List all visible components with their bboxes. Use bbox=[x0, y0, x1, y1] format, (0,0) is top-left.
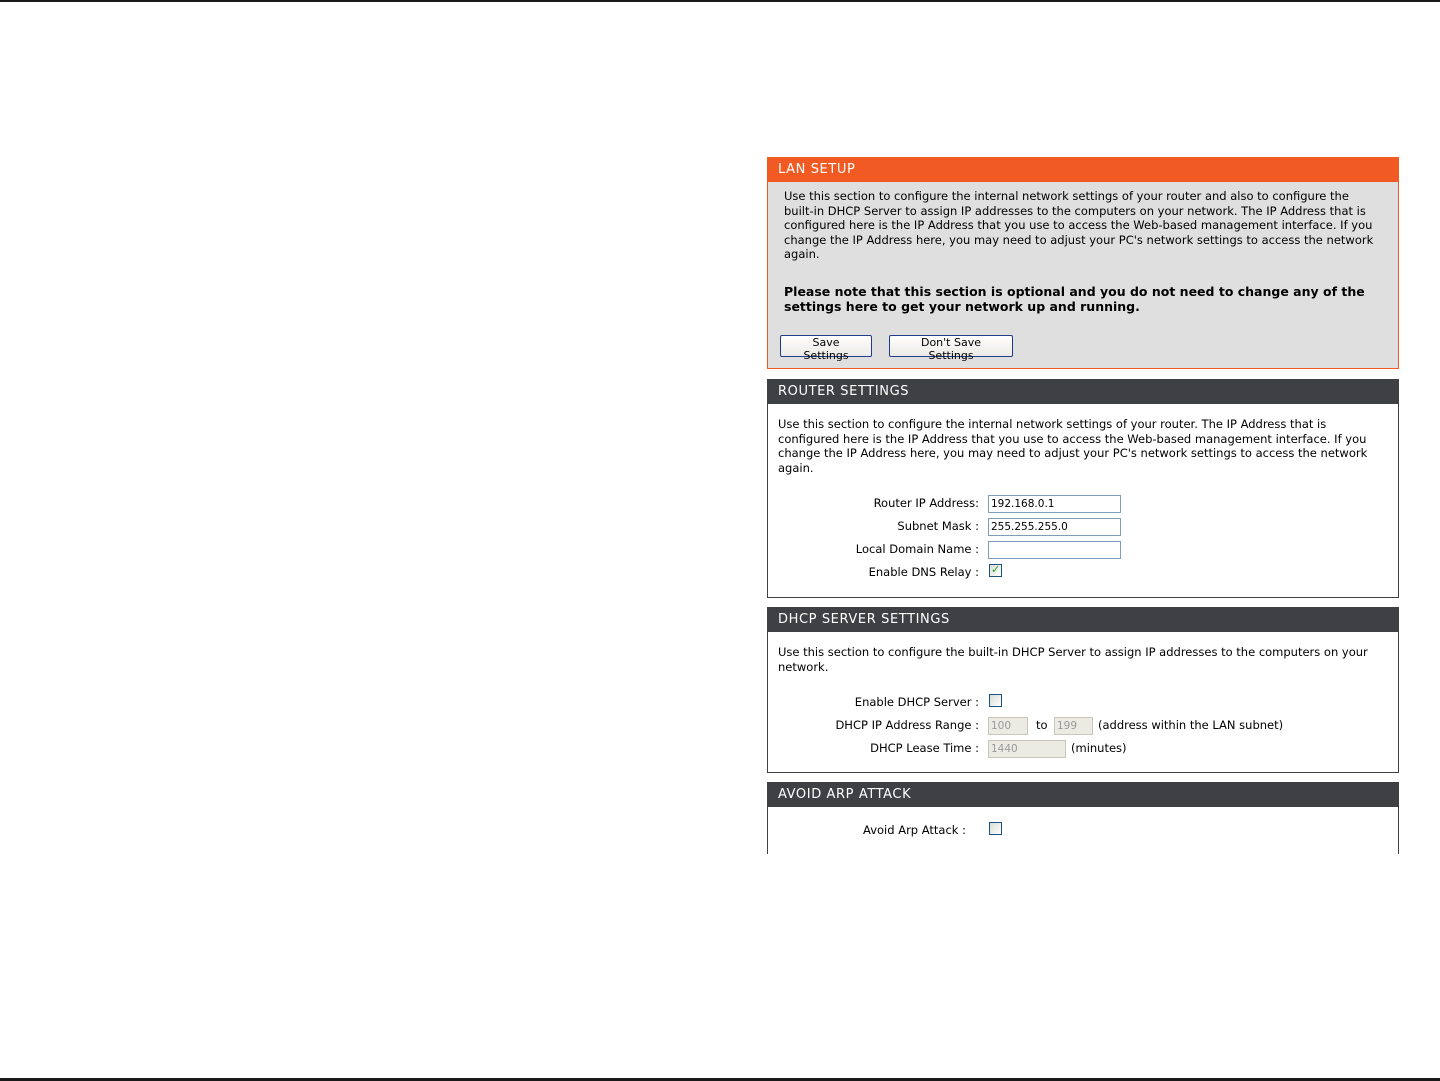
dhcp-range-end-input[interactable] bbox=[1054, 717, 1093, 735]
lan-setup-description: Use this section to configure the internal network settings of your router and also to configure the built-in DHCP Server to assign IP addresses to the computers on your network. The IP Address that is configured here is the IP Address that you use to access the Web-based management interface. If you change the IP Address here, you may need to adjust your PC's network settings to access the network again. bbox=[784, 189, 1374, 262]
subnet-mask-row bbox=[768, 517, 1398, 537]
avoid-arp-title: AVOID ARP ATTACK bbox=[768, 783, 1398, 807]
enable-dhcp-label: Enable DHCP Server : bbox=[854, 695, 979, 709]
dhcp-range-hint: (address within the LAN subnet) bbox=[1098, 718, 1284, 732]
dns-relay-checkbox[interactable] bbox=[989, 564, 1002, 577]
lan-setup-note: Please note that this section is optional and you do not need to change any of the settings here to get your network up and running. bbox=[784, 284, 1365, 314]
dns-relay-row bbox=[768, 563, 1398, 583]
dhcp-lease-unit: (minutes) bbox=[1071, 741, 1127, 755]
dhcp-range-row bbox=[768, 716, 1398, 736]
dhcp-range-start-input[interactable] bbox=[988, 717, 1028, 735]
save-settings-button[interactable]: Save Settings bbox=[780, 335, 872, 357]
avoid-arp-panel bbox=[767, 782, 1399, 854]
subnet-mask-input[interactable] bbox=[988, 518, 1121, 536]
subnet-mask-label: Subnet Mask : bbox=[897, 519, 979, 533]
dhcp-lease-input[interactable] bbox=[988, 740, 1066, 758]
dhcp-lease-row bbox=[768, 739, 1398, 759]
dhcp-settings-title: DHCP SERVER SETTINGS bbox=[768, 608, 1398, 632]
enable-dhcp-row bbox=[768, 693, 1398, 713]
dhcp-settings-description: Use this section to configure the built-in DHCP Server to assign IP addresses to the computers on your network. bbox=[778, 645, 1368, 674]
dhcp-range-label: DHCP IP Address Range : bbox=[835, 718, 979, 732]
router-settings-description: Use this section to configure the internal network settings of your router. The IP Address that is configured here is the IP Address that you use to access the Web-based management interface. If you change the IP Address here, you may need to adjust your PC's network settings to access the network again. bbox=[778, 417, 1368, 475]
local-domain-label: Local Domain Name : bbox=[855, 542, 979, 556]
checkmark-icon: ✓ bbox=[991, 563, 1001, 576]
lan-setup-title: LAN SETUP bbox=[768, 158, 1398, 182]
router-ip-input[interactable] bbox=[988, 495, 1121, 513]
router-settings-panel bbox=[767, 379, 1399, 598]
dhcp-range-to-text: to bbox=[1036, 718, 1048, 732]
local-domain-input[interactable] bbox=[988, 541, 1121, 559]
router-settings-title: ROUTER SETTINGS bbox=[768, 380, 1398, 404]
top-rule bbox=[0, 0, 1440, 2]
router-ip-row bbox=[768, 494, 1398, 514]
enable-dhcp-checkbox[interactable] bbox=[989, 694, 1002, 707]
dhcp-settings-panel bbox=[767, 607, 1399, 773]
dhcp-lease-label: DHCP Lease Time : bbox=[870, 741, 979, 755]
avoid-arp-label: Avoid Arp Attack : bbox=[863, 823, 966, 837]
avoid-arp-row bbox=[768, 821, 1398, 841]
router-ip-label: Router IP Address: bbox=[873, 496, 979, 510]
lan-setup-panel bbox=[767, 157, 1399, 369]
local-domain-row bbox=[768, 540, 1398, 560]
avoid-arp-checkbox[interactable] bbox=[989, 822, 1002, 835]
dont-save-settings-button[interactable]: Don't Save Settings bbox=[889, 335, 1013, 357]
dns-relay-label: Enable DNS Relay : bbox=[868, 565, 979, 579]
